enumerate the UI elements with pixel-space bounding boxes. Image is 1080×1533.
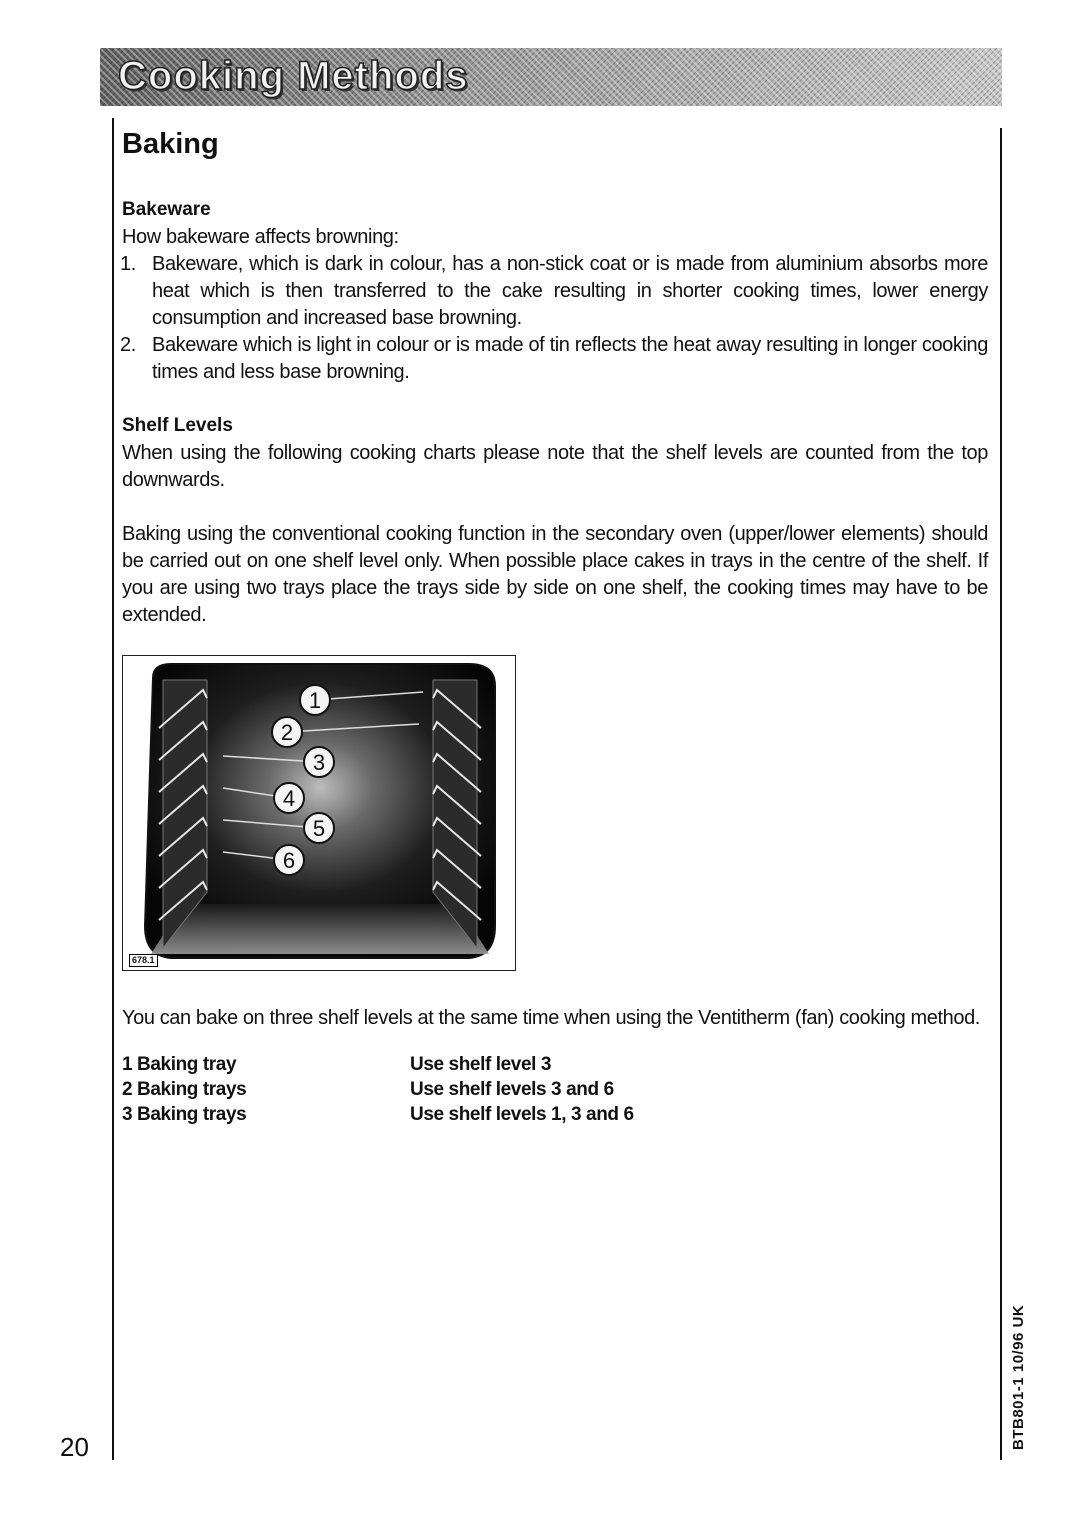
shelf-levels-para2: Baking using the conventional cooking function in the secondary oven (upper/lower elements) should be carried out on one shelf level only. When possible place cakes in trays in the centre of the shelf. If you are using two trays place the trays side by side on one shelf, the cooking times may have to be extended. [122, 523, 988, 626]
level-marker-label: 1 [308, 688, 322, 713]
trays-cell: 2 Baking trays [122, 1079, 247, 1100]
shelf-use-cell: Use shelf level 3 [410, 1054, 552, 1075]
list-text: Bakeware, which is dark in colour, has a non-stick coat or is made from aluminium absorbs more heat which is then transferred to the cake resulting in shorter cooking times, lower energy consumption and increased base browning. [152, 253, 988, 329]
level-marker-label: 3 [312, 750, 326, 775]
page-content [122, 124, 988, 1127]
bakeware-intro: How bakeware affects browning: [122, 226, 399, 248]
heading-baking: Baking [122, 128, 219, 160]
shelf-use-cell: Use shelf levels 3 and 6 [410, 1079, 614, 1100]
level-marker-label: 4 [282, 786, 296, 811]
figure-label: 678.1 [129, 954, 158, 967]
list-item [122, 251, 988, 332]
shelf-levels-para1: When using the following cooking charts please note that the shelf levels are counted from the top downwards. [122, 442, 988, 491]
trays-table [122, 1052, 988, 1127]
trays-cell: 3 Baking trays [122, 1104, 247, 1125]
level-marker-label: 5 [312, 816, 326, 841]
list-item [122, 332, 988, 386]
shelf-use-cell: Use shelf levels 1, 3 and 6 [410, 1104, 634, 1125]
heading-shelf-levels: Shelf Levels [122, 415, 233, 436]
level-marker-label: 2 [280, 720, 294, 745]
list-number: 2. [120, 334, 136, 356]
trays-cell: 1 Baking tray [122, 1054, 237, 1075]
right-rule [1000, 128, 1002, 1460]
oven-shelf-diagram [122, 655, 516, 971]
left-rule [112, 118, 114, 1460]
list-number: 1. [120, 253, 136, 275]
banner-title: Cooking Methods [118, 54, 469, 98]
heading-bakeware: Bakeware [122, 199, 211, 220]
document-code: BTB801-1 10/96 UK [1010, 1304, 1027, 1450]
fan-note: You can bake on three shelf levels at the same time when using the Ventitherm (fan) cooking method. [122, 1007, 980, 1029]
page-number: 20 [60, 1432, 89, 1462]
bakeware-list [122, 251, 988, 386]
list-text: Bakeware which is light in colour or is made of tin reflects the heat away resulting in longer cooking times and less base browning. [152, 334, 988, 383]
oven-interior-illustration [123, 656, 517, 972]
section-banner [100, 48, 1002, 106]
level-marker-label: 6 [282, 848, 296, 873]
